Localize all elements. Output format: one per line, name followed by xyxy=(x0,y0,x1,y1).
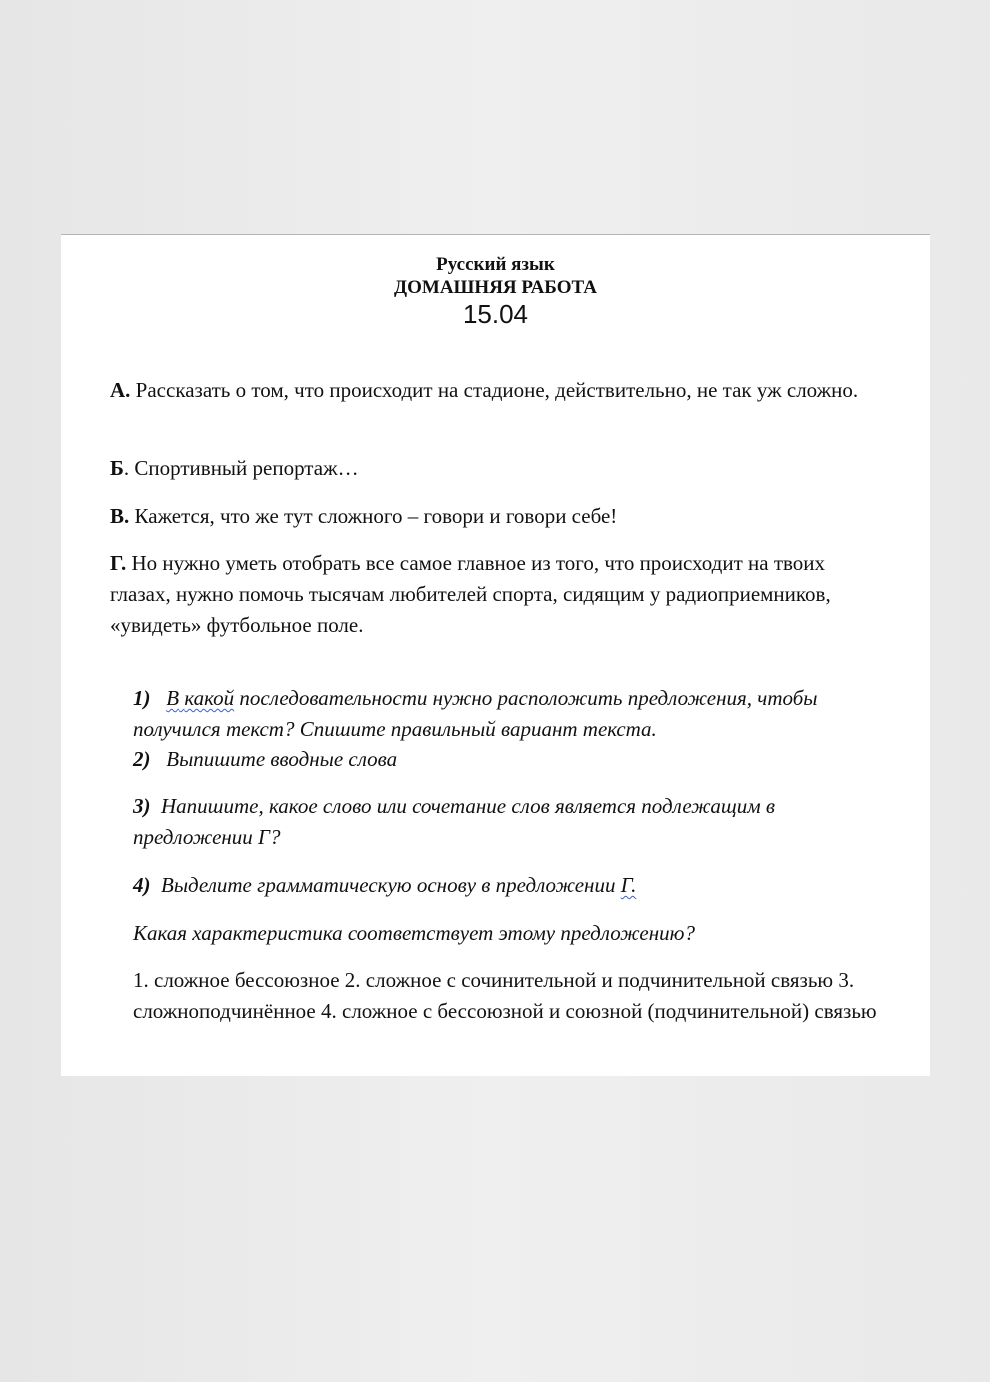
paragraph-letter: А. xyxy=(110,378,131,402)
paragraph-v xyxy=(110,501,880,532)
task-text: Выделите грамматическую основу в предложении xyxy=(161,873,621,897)
task-1 xyxy=(133,683,873,745)
paragraph-b xyxy=(110,453,880,484)
task-text: Выпишите вводные слова xyxy=(166,747,398,771)
spellcheck-word: Г. xyxy=(620,873,637,897)
task-number: 3) xyxy=(133,794,151,818)
subject-heading: Русский язык xyxy=(436,254,555,275)
date-label: 15.04 xyxy=(462,299,529,329)
task-text: Напишите, какое слово или сочетание слов является подлежащим в предложении Г? xyxy=(133,794,775,849)
document-page xyxy=(61,234,930,1076)
paragraph-letter: Б xyxy=(110,456,124,480)
paragraph-text: Рассказать о том, что происходит на стадионе, действительно, не так уж сложно. xyxy=(130,378,859,402)
paragraph-text: Но нужно уметь отобрать все самое главное из того, что происходит на твоих глазах, нужно помочь тысячам любителей спорта, сидящим у радиоприемников, «увидеть» футбольное поле. xyxy=(110,551,831,637)
paragraph-letter: В. xyxy=(110,504,130,528)
question-line: Какая характеристика соответствует этому предложению? xyxy=(133,921,695,945)
spellcheck-word: В xyxy=(166,686,180,710)
document-title: ДОМАШНЯЯ РАБОТА xyxy=(394,277,597,298)
task-number: 1) xyxy=(133,686,151,710)
task-number: 4) xyxy=(133,873,151,897)
paragraph-a xyxy=(110,375,880,406)
task-number: 2) xyxy=(133,747,151,771)
answer-options: 1. сложное бессоюзное 2. сложное с сочинительной и подчинительной связью 3. сложноподчинённое 4. сложное с бессоюзной и союзной (подчинительной) связью xyxy=(133,968,877,1023)
task-2 xyxy=(133,744,873,775)
paragraph-text: Кажется, что же тут сложного – говори и говори себе! xyxy=(129,504,618,528)
paragraph-letter: Г. xyxy=(110,551,127,575)
task-text: последовательности нужно расположить предложения, чтобы получился текст? Спишите правильный вариант текста. xyxy=(133,686,818,741)
task-3 xyxy=(133,791,873,853)
task-4 xyxy=(133,870,873,901)
paragraph-g xyxy=(110,548,880,641)
spellcheck-word: какой xyxy=(184,686,235,710)
paragraph-text: . Спортивный репортаж… xyxy=(123,456,359,480)
